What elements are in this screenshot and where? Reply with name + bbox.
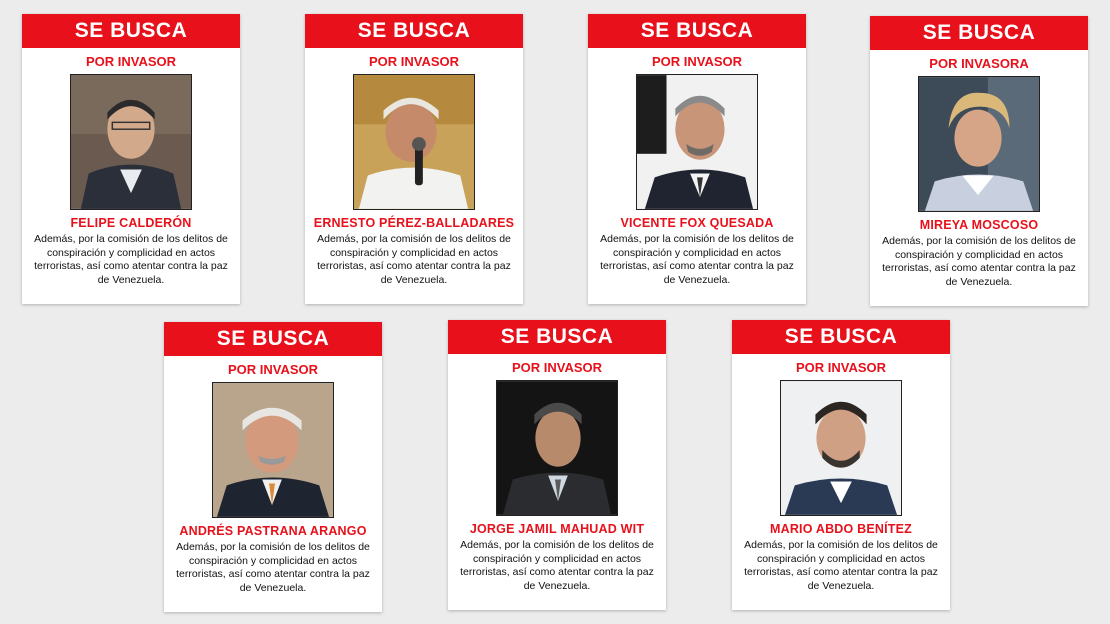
wanted-poster: [870, 16, 1088, 306]
poster-description: Además, por la comisión de los delitos de conspiración y complicidad en actos terroristas, así como atentar contra la paz de Venezuela.: [34, 233, 228, 286]
poster-header: SE BUSCA: [732, 320, 950, 354]
poster-header: SE BUSCA: [448, 320, 666, 354]
poster-description: Además, por la comisión de los delitos de conspiración y complicidad en actos terroristas, así como atentar contra la paz de Venezuela.: [176, 541, 370, 594]
wanted-poster: [164, 322, 382, 612]
poster-description: Además, por la comisión de los delitos de conspiración y complicidad en actos terroristas, así como atentar contra la paz de Venezuela.: [882, 235, 1076, 288]
poster-header: SE BUSCA: [305, 14, 523, 48]
poster-reason: POR INVASOR: [511, 360, 603, 375]
poster-description: Además, por la comisión de los delitos de conspiración y complicidad en actos terroristas, así como atentar contra la paz de Venezuela.: [317, 233, 511, 286]
poster-name: JORGE JAMIL MAHUAD WIT: [469, 522, 645, 536]
portrait-photo: [212, 382, 334, 518]
poster-reason: POR INVASOR: [368, 54, 460, 69]
poster-name: FELIPE CALDERÓN: [70, 216, 192, 230]
wanted-poster: [22, 14, 240, 304]
portrait-photo: [496, 380, 618, 516]
portrait-photo: [636, 74, 758, 210]
poster-reason: POR INVASOR: [227, 362, 319, 377]
wanted-poster: [588, 14, 806, 304]
portrait-photo: [353, 74, 475, 210]
wanted-poster: [732, 320, 950, 610]
poster-header: SE BUSCA: [870, 16, 1088, 50]
poster-name: MARIO ABDO BENÍTEZ: [769, 522, 913, 536]
poster-reason: POR INVASOR: [85, 54, 177, 69]
wanted-poster: [305, 14, 523, 304]
poster-reason: POR INVASORA: [929, 56, 1029, 71]
poster-header: SE BUSCA: [588, 14, 806, 48]
poster-reason: POR INVASOR: [795, 360, 887, 375]
portrait-photo: [918, 76, 1040, 212]
poster-header: SE BUSCA: [22, 14, 240, 48]
poster-name: ERNESTO PÉREZ-BALLADARES: [313, 216, 515, 230]
poster-name: MIREYA MOSCOSO: [919, 218, 1039, 232]
poster-name: VICENTE FOX QUESADA: [620, 216, 774, 230]
poster-name: ANDRÉS PASTRANA ARANGO: [179, 524, 367, 538]
poster-header: SE BUSCA: [164, 322, 382, 356]
poster-reason: POR INVASOR: [651, 54, 743, 69]
poster-description: Además, por la comisión de los delitos de conspiración y complicidad en actos terroristas, así como atentar contra la paz de Venezuela.: [600, 233, 794, 286]
portrait-photo: [780, 380, 902, 516]
poster-description: Además, por la comisión de los delitos de conspiración y complicidad en actos terroristas, así como atentar contra la paz de Venezuela.: [460, 539, 654, 592]
portrait-photo: [70, 74, 192, 210]
wanted-poster: [448, 320, 666, 610]
poster-description: Además, por la comisión de los delitos de conspiración y complicidad en actos terroristas, así como atentar contra la paz de Venezuela.: [744, 539, 938, 592]
